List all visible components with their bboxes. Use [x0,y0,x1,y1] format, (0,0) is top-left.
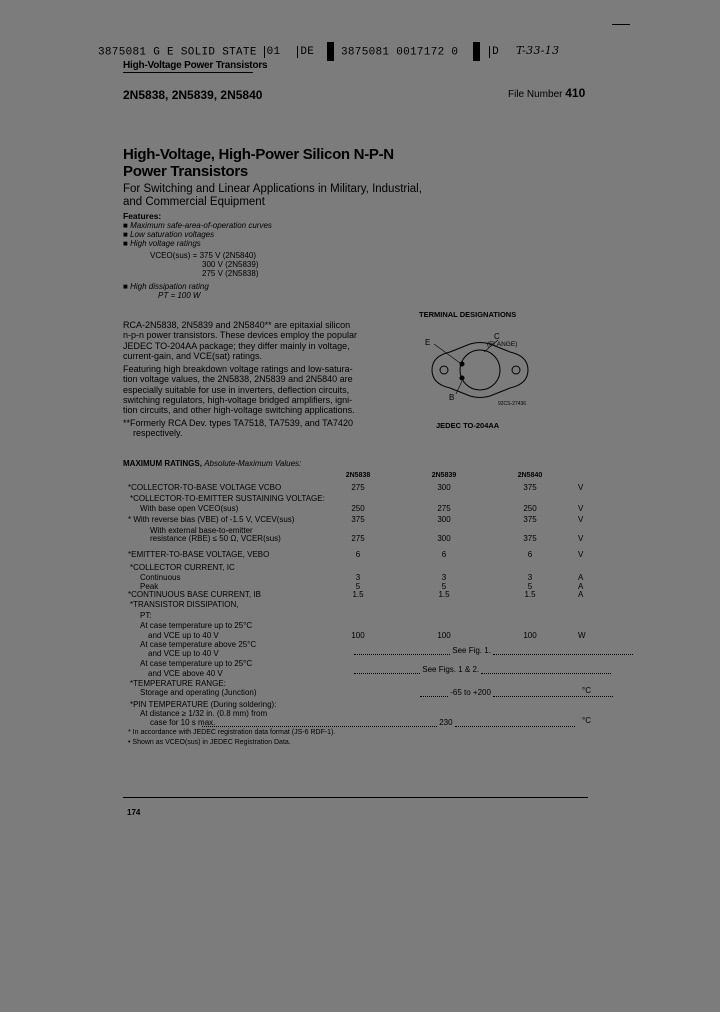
ratings-heading [123,459,301,468]
rating-value: 275 [437,504,451,513]
desc-line: especially suitable for use in inverters, deflection circuits, [123,384,350,395]
see-fig1: See Fig. 1. [452,646,491,655]
storage-unit: °C [582,686,591,695]
scan-box-1: 01 [264,46,281,58]
rating-label: PT: [140,611,152,620]
rating-unit: W [578,631,586,640]
page-number: 174 [127,808,141,817]
terminal-b: B [449,393,455,402]
rating-unit: V [578,504,584,513]
rating-value: 100 [523,631,537,640]
vceo-rating-3: 275 V (2N5838) [202,269,259,278]
package-label: JEDEC TO-204AA [436,421,500,430]
features-heading: Features: [123,211,162,221]
ratings-heading-italic: Absolute-Maximum Values: [204,459,302,468]
desc-line: tion voltage values, the 2N5838, 2N5839 and 2N5840 are [123,374,353,385]
desc-line: current-gain, and VCE(sat) ratings. [123,350,263,361]
desc-line: **Formerly RCA Dev. types TA7518, TA7539, and TA7420 [123,418,353,428]
scan-d: D [489,46,499,58]
scan-black-mark-2 [473,42,480,61]
rating-unit: V [578,550,584,559]
subtitle-line2: and Commercial Equipment [123,196,265,208]
rating-label: With external base-to-emitter [150,526,253,535]
file-number-block [508,86,585,100]
vceo-rating-1: VCEO(sus) = 375 V (2N5840) [150,251,257,260]
rating-unit: V [578,515,584,524]
rating-label: resistance (RBE) ≤ 50 Ω, VCER(sus) [150,534,281,543]
feature-item: Maximum safe-area-of-operation curves [130,221,272,230]
rating-value: 100 [437,631,451,640]
see-fig12-row [354,665,611,674]
bullet-icon: ■ [123,239,131,248]
scan-black-mark [327,42,334,61]
scan-code: 3875081 0017172 0 [340,46,459,59]
desc-line: respectively. [133,428,183,439]
rating-value: 1.5 [352,590,364,599]
description-para1 [123,320,357,361]
rating-label: At case temperature up to 25°C [140,659,253,668]
description-para2 [123,364,355,415]
corner-rule [612,24,630,25]
rating-label: and VCE up to 40 V [148,631,219,640]
terminal-c: C [494,332,500,341]
section-title: High-Voltage Power Transistors [123,60,268,71]
rating-label: *EMITTER-TO-BASE VOLTAGE, VEBO [128,550,270,559]
rating-value: 375 [523,483,537,492]
rating-value: 300 [437,534,451,543]
bullet-icon: ■ [123,221,131,230]
col-header-2n5839: 2N5839 [431,472,457,479]
scan-box-2: DE [297,46,314,58]
rating-label: At case temperature up to 25°C [140,621,253,630]
description-footnote [123,418,353,439]
desc-line: JEDEC TO-204AA package; they differ mainly in voltage, [123,340,350,351]
col-header-2n5840: 2N5840 [517,472,543,479]
see-fig12: See Figs. 1 & 2. [422,665,480,674]
feature-item: Low saturation voltages [130,230,215,239]
desc-line: tion circuits, and other high-voltage switching applications. [123,405,355,416]
rating-value: 1.5 [524,590,536,599]
note-vceo: • Shown as VCEO(sus) in JEDEC Registration Data. [128,739,291,746]
scan-header-line [98,42,559,61]
see-fig1-row [354,646,633,655]
rating-value: 3 [527,573,533,582]
part-numbers: 2N5838, 2N5839, 2N5840 [123,88,263,102]
feature-item: High voltage ratings [130,239,201,248]
rating-label: *TRANSISTOR DISSIPATION, [130,600,239,609]
col-header-2n5838: 2N5838 [345,472,371,479]
features-list [123,221,272,248]
pin-unit: °C [582,716,591,725]
rating-unit: V [578,534,584,543]
bullet-icon: ■ [123,282,131,291]
rating-unit: V [578,483,584,492]
rating-label: *COLLECTOR CURRENT, IC [130,563,235,572]
terminal-flange: (FLANGE) [487,341,518,348]
storage-label: Storage and operating (Junction) [140,688,257,697]
pin-distance-label: At distance ≥ 1/32 in. (0.8 mm) from [140,709,268,718]
doc-title-line1: High-Voltage, High-Power Silicon N-P-N [123,146,394,163]
section-title-underline [123,72,253,73]
pt-rating: PT = 100 W [158,291,201,300]
rating-value: 5 [355,582,361,591]
storage-value: -65 to +200 [450,688,491,697]
pin-case-label: case for 10 s max. [150,718,216,727]
rating-value: 3 [441,573,447,582]
rating-value: 250 [523,504,537,513]
rating-label: *COLLECTOR-TO-BASE VOLTAGE VCBO [128,483,282,492]
desc-line: RCA-2N5838, 2N5839 and 2N5840** are epitaxial silicon [123,320,351,330]
rating-label: With base open VCEO(sus) [140,504,239,513]
file-number-label: File Number [508,89,563,100]
rating-unit: A [578,573,584,582]
rating-label: and VCE above 40 V [148,669,223,678]
pin-row [202,718,575,727]
vceo-rating-2: 300 V (2N5839) [202,260,259,269]
rating-value: 5 [441,582,447,591]
rating-value: 1.5 [438,590,450,599]
rating-value: 100 [351,631,365,640]
file-number: 410 [565,86,586,100]
rating-value: 300 [437,515,451,524]
rating-value: 6 [441,550,447,559]
rating-value: 275 [351,483,365,492]
desc-line: n-p-n power transistors. These devices employ the popular [123,330,357,341]
rating-value: 5 [527,582,533,591]
desc-line: switching regulators, high-voltage bridged amplifiers, igni- [123,394,353,405]
desc-line: Featuring high breakdown voltage ratings and low-satura- [123,364,353,374]
rating-value: 375 [523,515,537,524]
bullet-icon: ■ [123,230,131,239]
rating-label: and VCE up to 40 V [148,649,219,658]
note-jedec: * In accordance with JEDEC registration data format (JS-6 RDF-1). [128,729,336,736]
rating-value: 6 [527,550,533,559]
pin-value: 230 [439,718,453,727]
terminal-e: E [425,338,431,347]
rating-value: 6 [355,550,361,559]
handwritten-code: T-33-13 [515,44,560,58]
pin-temp-label: *PIN TEMPERATURE (During soldering): [130,700,277,709]
rating-value: 300 [437,483,451,492]
rating-value: 250 [351,504,365,513]
terminal-heading: TERMINAL DESIGNATIONS [419,310,517,319]
temp-range-label: *TEMPERATURE RANGE: [130,679,226,688]
bottom-rule [123,797,588,798]
rating-label: *CONTINUOUS BASE CURRENT, IB [128,590,261,599]
rating-unit: A [578,590,584,599]
rating-value: 275 [351,534,365,543]
rating-label: Continuous [140,573,181,582]
rating-label: Peak [140,582,159,591]
rating-value: 375 [523,534,537,543]
rating-label: At case temperature above 25°C [140,640,257,649]
subtitle-line1: For Switching and Linear Applications in Military, Industrial, [123,183,422,195]
rating-unit: A [578,582,584,591]
feature-dissipation: High dissipation rating [130,282,209,291]
rating-value: 375 [351,515,365,524]
ratings-heading-bold: MAXIMUM RATINGS, [123,459,202,468]
rating-value: 3 [355,573,361,582]
diagram-code: 92CS-27436 [498,401,527,407]
rating-label: * With reverse bias (VBE) of -1.5 V, VCEV(sus) [128,515,295,524]
rating-label: *COLLECTOR-TO-EMITTER SUSTAINING VOLTAGE: [130,494,325,503]
doc-title-line2: Power Transistors [123,163,248,180]
subtitle [123,183,422,209]
scan-header-text: 3875081 G E SOLID STATE [98,46,257,59]
title-block [123,146,394,180]
